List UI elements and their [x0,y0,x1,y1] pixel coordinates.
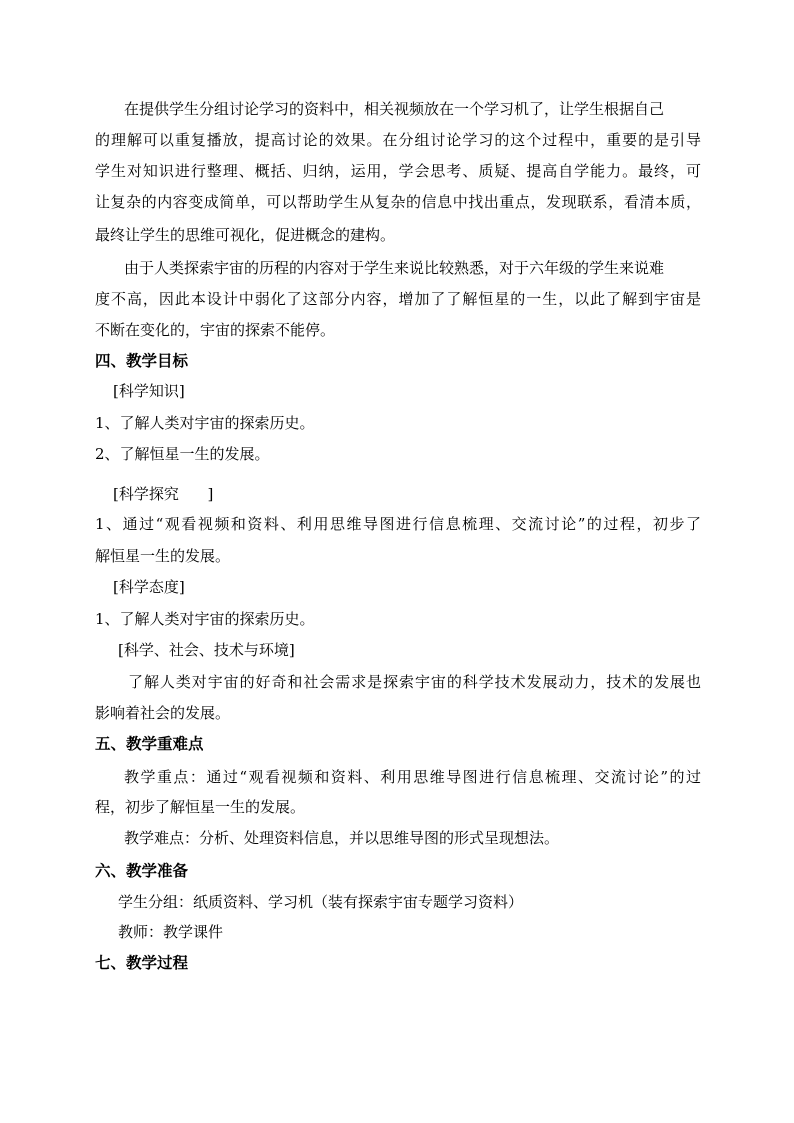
section-7-heading: 七、教学过程 [95,953,189,972]
paragraph-2-line-2: 度不高，因此本设计中弱化了这部分内容，增加了了解恒星的一生，以此了解到宇宙是 [95,290,701,308]
teacher-preparation: 教师：教学课件 [118,923,224,941]
science-inquiry-label: [科学探究 ] [113,485,214,503]
sste-label: [科学、社会、技术与环境] [118,641,295,659]
student-preparation: 学生分组：纸质资料、学习机（装有探索宇宙专题学习资料） [118,893,524,911]
knowledge-item-2: 2、了解恒星一生的发展。 [95,445,270,463]
paragraph-1-line-4: 让复杂的内容变成简单，可以帮助学生从复杂的信息中找出重点，发现联系，看清本质， [95,193,701,211]
difficulty-line: 教学难点：分析、处理资料信息，并以思维导图的形式呈现想法。 [124,829,560,847]
sste-line-1: 了解人类对宇宙的好奇和社会需求是探索宇宙的科学技术发展动力，技术的发展也 [128,673,701,691]
sste-line-2: 影响着社会的发展。 [95,704,231,722]
paragraph-2-line-3: 不断在变化的，宇宙的探索不能停。 [95,321,336,339]
science-attitude-label: [科学态度] [113,578,185,596]
paragraph-2-line-1: 由于人类探索宇宙的历程的内容对于学生来说比较熟悉，对于六年级的学生来说难 [124,259,665,277]
knowledge-item-1: 1、了解人类对宇宙的探索历史。 [95,414,315,432]
science-knowledge-label: [科学知识] [113,382,185,400]
attitude-item-1: 1、了解人类对宇宙的探索历史。 [95,610,315,628]
paragraph-1-line-2: 的理解可以重复播放，提高讨论的效果。在分组讨论学习的这个过程中，重要的是引导 [95,131,701,149]
key-point-line-1: 教学重点：通过“观看视频和资料、利用思维导图进行信息梳理、交流讨论”的过 [124,768,701,786]
key-point-line-2: 程，初步了解恒星一生的发展。 [95,798,306,816]
section-4-heading: 四、教学目标 [95,351,189,370]
paragraph-1-line-5: 最终让学生的思维可视化，促进概念的建构。 [95,226,396,244]
paragraph-1-line-3: 学生对知识进行整理、概括、归纳，运用，学会思考、质疑、提高自学能力。最终，可 [95,162,701,180]
section-5-heading: 五、教学重难点 [95,734,204,753]
inquiry-line-1: 1、通过“观看视频和资料、利用思维导图进行信息梳理、交流讨论”的过程，初步了 [95,515,701,533]
paragraph-1-line-1: 在提供学生分组讨论学习的资料中，相关视频放在一个学习机了，让学生根据自己 [124,100,665,118]
inquiry-line-2: 解恒星一生的发展。 [95,547,231,565]
section-6-heading: 六、教学准备 [95,861,189,880]
